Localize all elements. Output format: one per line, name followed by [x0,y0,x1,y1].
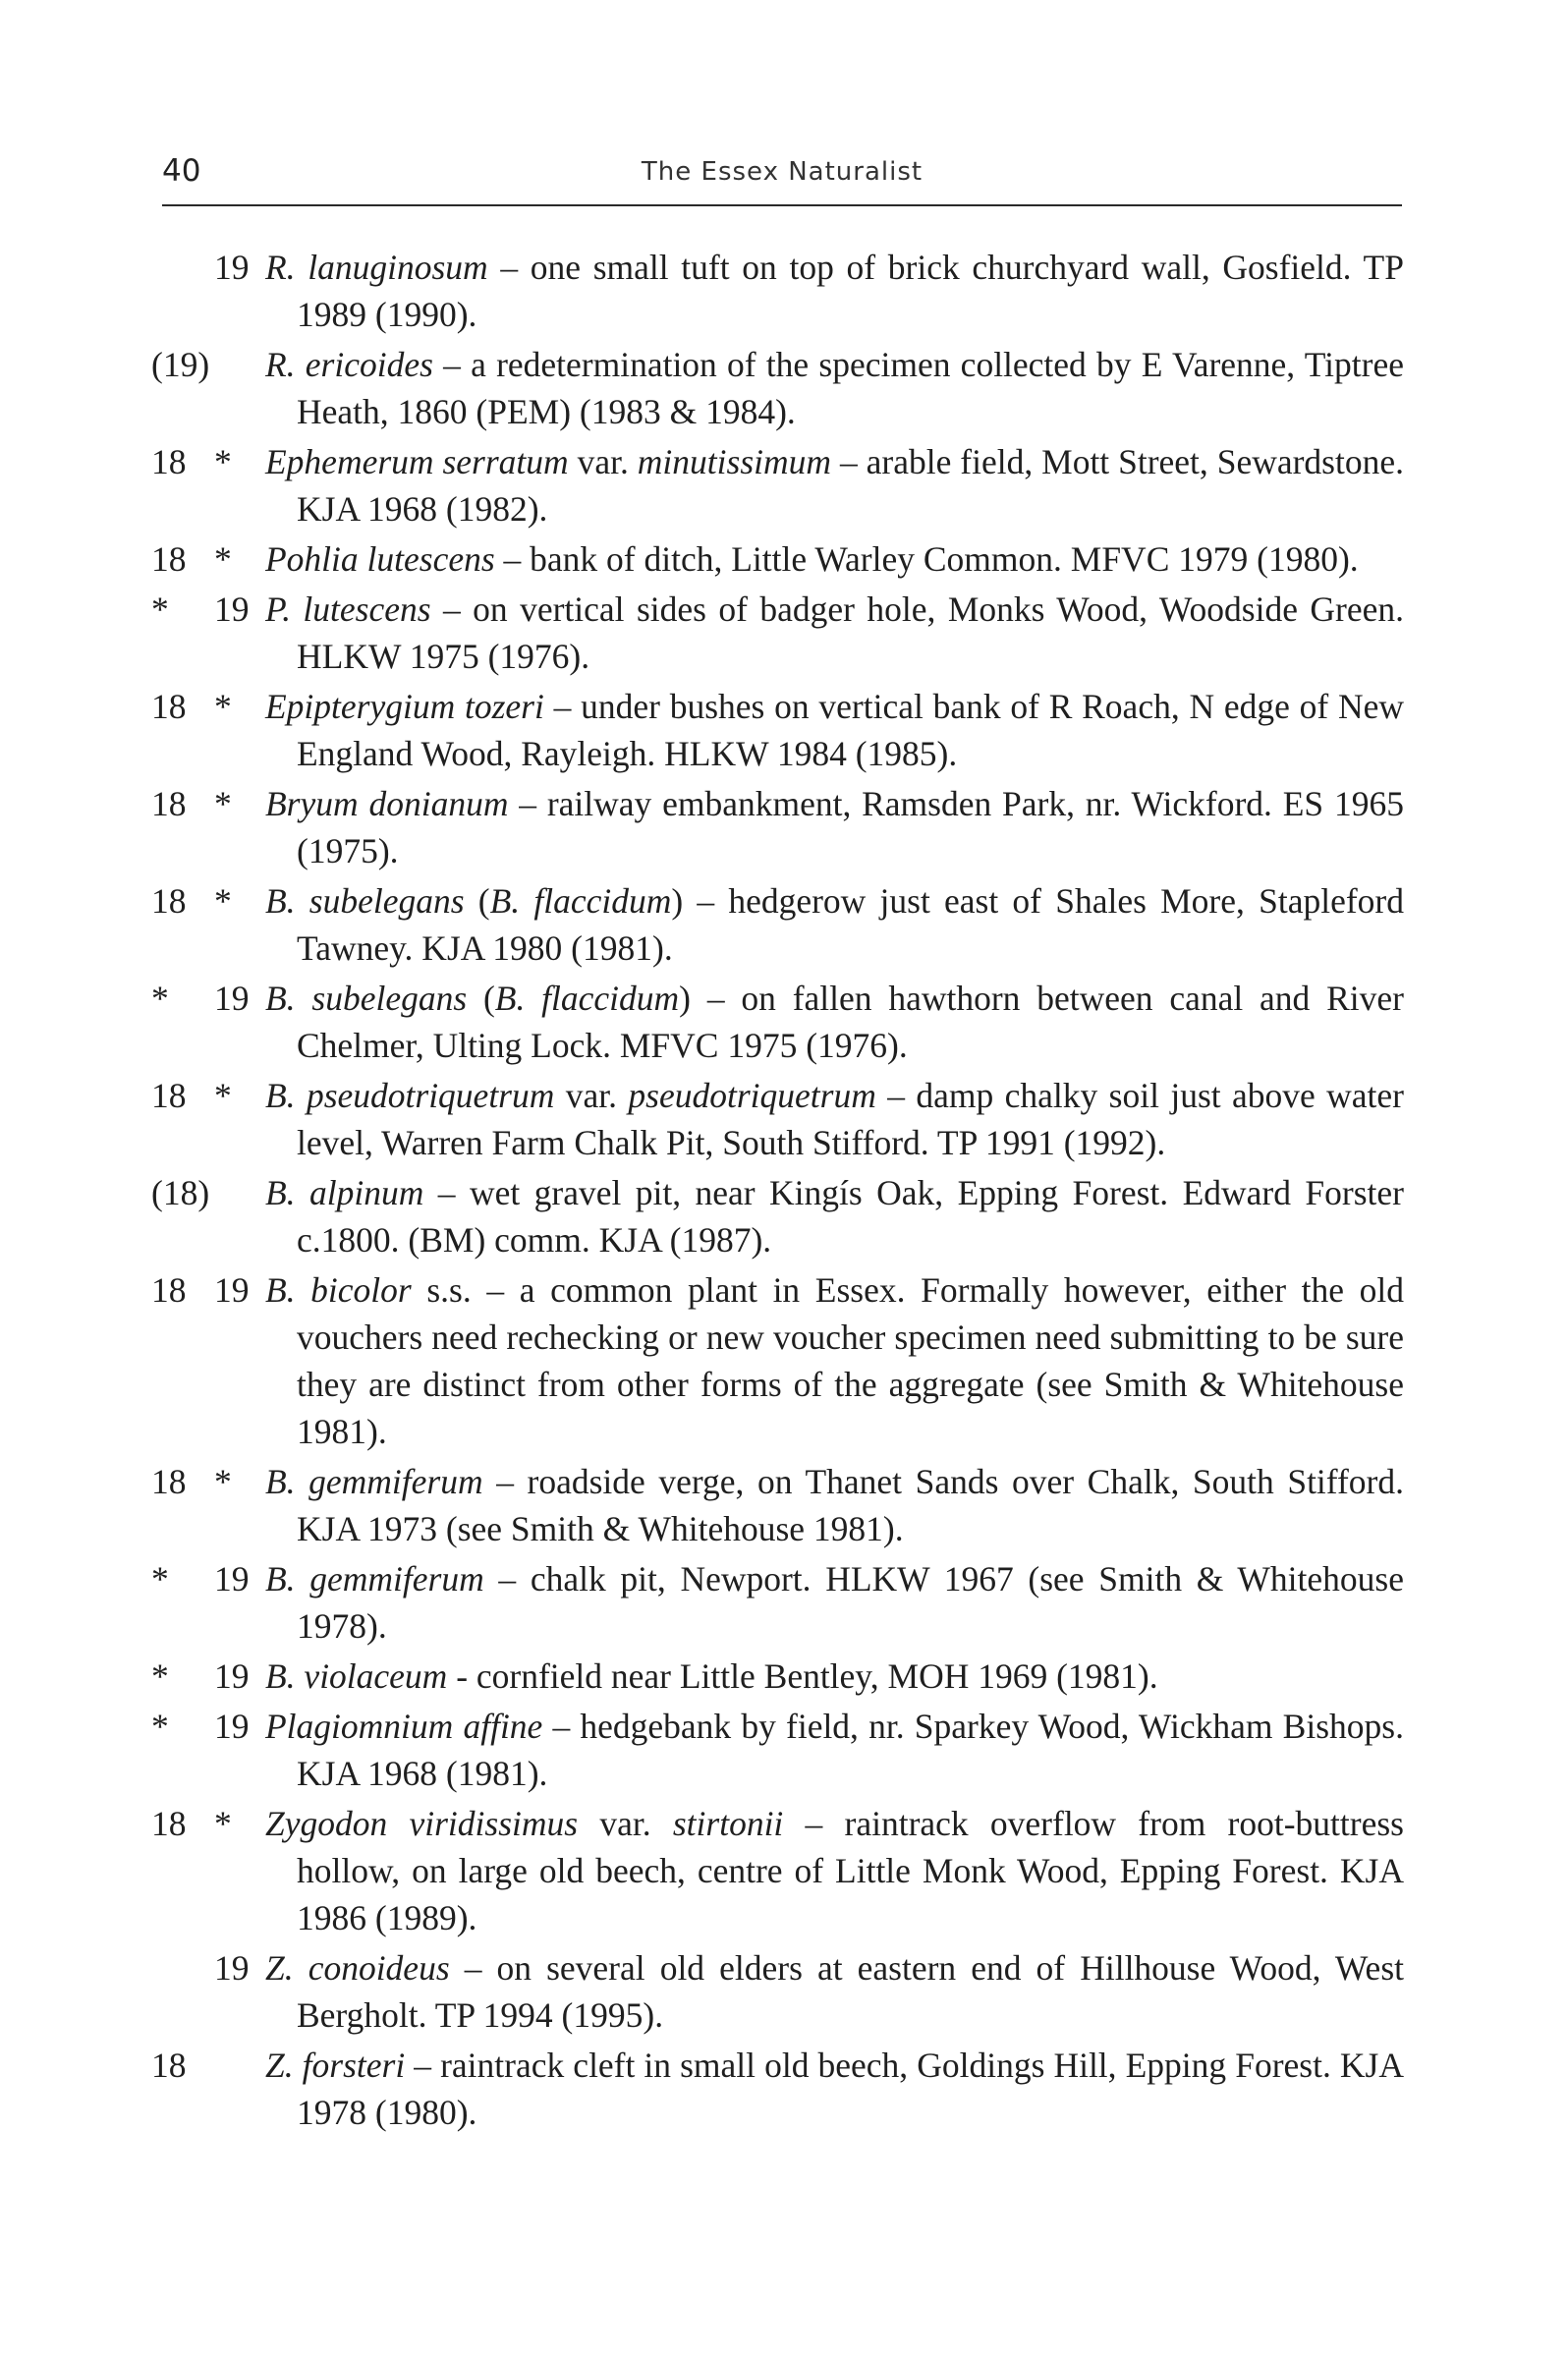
record-text [265,975,1404,1069]
record-details: – roadside verge, on Thanet Sands over Chalk, South Stifford. KJA 1973 (see Smith & Whitehouse 1981). [297,1462,1404,1548]
record-details: s.s. – a common plant in Essex. Formally however, either the old vouchers need rechecking or new voucher specimen need submitting to be sure they are distinct from other forms of the aggregate (see Smith & Whitehouse 1981). [297,1270,1404,1451]
record-details: – under bushes on vertical bank of R Roach, N edge of New England Wood, Rayleigh. HLKW 1984 (1985). [297,687,1404,773]
record-details: – chalk pit, Newport. HLKW 1967 (see Smith & Whitehouse 1978). [297,1559,1404,1646]
record-details: ( [464,881,490,921]
taxon-name: Bryum donianum [265,784,509,823]
record-status-col2: * [214,1462,232,1501]
page-number: 40 [162,153,201,189]
record-status-col2: 19 [214,248,250,287]
record-details-continued: ) – on fallen hawthorn between canal and River Chelmer, Ulting Lock. MFVC 1975 (1976). [297,979,1404,1065]
record-entry [151,1653,1404,1700]
record-entry [151,1169,1404,1263]
record-entry [151,438,1404,533]
record-text [265,244,1404,338]
record-status-col1: * [151,979,169,1018]
record-text [265,780,1404,874]
record-status-col1: 18 [151,1270,187,1310]
record-details-continued: ) – hedgerow just east of Shales More, Stapleford Tawney. KJA 1980 (1981). [297,881,1404,968]
record-status-col1: 18 [151,1462,187,1501]
record-details-continued: – raintrack overflow from root-buttress hollow, on large old beech, centre of Little Monk Wood, Epping Forest. KJA 1986 (1989). [297,1804,1404,1937]
journal-title: The Essex Naturalist [641,157,924,187]
taxon-name-secondary: B. flaccidum [494,979,680,1018]
record-text [265,877,1404,972]
record-status-col1: * [151,1707,169,1746]
record-details: var. [568,442,638,481]
record-entry [151,1266,1404,1455]
record-details: - cornfield near Little Bentley, MOH 1969 (1981). [447,1656,1158,1696]
taxon-name-secondary: pseudotriquetrum [628,1076,876,1115]
page-header [162,149,1402,206]
taxon-name: Z. conoideus [265,1948,450,1988]
record-entry [151,1703,1404,1797]
record-status-col1: (18) [151,1173,210,1212]
taxon-name: Ephemerum serratum [265,442,569,481]
record-status-col2: 19 [214,1559,250,1599]
record-text [265,1703,1404,1797]
record-status-col1: 18 [151,1076,187,1115]
record-status-col1: 18 [151,1804,187,1843]
taxon-name: B. gemmiferum [265,1462,483,1501]
record-status-col1: 18 [151,539,187,579]
taxon-name: B. alpinum [265,1173,424,1212]
record-entry [151,1458,1404,1552]
record-status-col1: * [151,1656,169,1696]
record-details: var. [554,1076,629,1115]
taxon-name: Zygodon viridissimus [265,1804,579,1843]
record-entry [151,1555,1404,1650]
taxon-name: Z. forsteri [265,2046,406,2085]
record-status-col2: * [214,442,232,481]
record-text [265,1944,1404,2039]
record-status-col1: * [151,1559,169,1599]
record-status-col2: 19 [214,979,250,1018]
record-status-col2: * [214,539,232,579]
record-entry [151,1072,1404,1166]
taxon-name: B. bicolor [265,1270,412,1310]
taxon-name-secondary: minutissimum [637,442,832,481]
record-text [265,2042,1404,2136]
taxon-name: B. subelegans [265,881,465,921]
record-status-col2: 19 [214,1656,250,1696]
record-status-col1: 18 [151,784,187,823]
record-status-col1: 18 [151,442,187,481]
record-details: – a redetermination of the specimen collected by E Varenne, Tiptree Heath, 1860 (PEM) (1983 & 1984). [297,345,1404,431]
taxon-name: R. lanuginosum [265,248,488,287]
record-text [265,1555,1404,1650]
record-text [265,683,1404,777]
record-status-col2: 19 [214,589,250,629]
record-entry [151,1944,1404,2039]
taxon-name-secondary: B. flaccidum [489,881,672,921]
record-details: – railway embankment, Ramsden Park, nr. Wickford. ES 1965 (1975). [297,784,1404,870]
record-entry [151,683,1404,777]
record-entry [151,1800,1404,1941]
record-status-marker: (19) [151,345,210,384]
record-details: – hedgebank by field, nr. Sparkey Wood, Wickham Bishops. KJA 1968 (1981). [297,1707,1404,1793]
record-details: – bank of ditch, Little Warley Common. MFVC 1979 (1980). [494,539,1359,579]
record-status-col2: * [214,784,232,823]
record-details: – on vertical sides of badger hole, Monks Wood, Woodside Green. HLKW 1975 (1976). [297,589,1404,676]
record-text [265,1169,1404,1263]
taxon-name: B. violaceum [265,1656,448,1696]
record-text [265,341,1404,435]
taxon-name: B. pseudotriquetrum [265,1076,555,1115]
record-entry [151,975,1404,1069]
record-status-col2: * [214,1076,232,1115]
taxon-name: Plagiomnium affine [265,1707,543,1746]
record-entry [151,586,1404,680]
record-status-col1: 18 [151,2046,187,2085]
record-text [265,1266,1404,1455]
taxon-name: Epipterygium tozeri [265,687,544,726]
record-status-col2: * [214,1804,232,1843]
record-details-continued: – arable field, Mott Street, Sewardstone. KJA 1968 (1982). [297,442,1404,529]
record-details: ( [467,979,495,1018]
record-status-col2: * [214,881,232,921]
record-status-col1: * [151,589,169,629]
record-entry [151,877,1404,972]
record-status-col2: 19 [214,1707,250,1746]
taxon-name: R. ericoides [265,345,433,384]
record-entry [151,2042,1404,2136]
record-details-continued: – damp chalky soil just above water level, Warren Farm Chalk Pit, South Stifford. TP 1991 (1992). [297,1076,1404,1162]
record-entry [151,244,1404,338]
record-status-col1: 18 [151,881,187,921]
record-text [265,438,1404,533]
record-text [265,1653,1404,1700]
record-status-col1: 18 [151,687,187,726]
record-entry [151,535,1404,583]
taxon-name: P. lutescens [265,589,431,629]
record-status-col2: 19 [214,1270,250,1310]
taxon-name-secondary: stirtonii [672,1804,784,1843]
record-details: – on several old elders at eastern end of Hillhouse Wood, West Bergholt. TP 1994 (1995). [297,1948,1404,2035]
record-text [265,535,1404,583]
record-details: var. [578,1804,673,1843]
record-text [265,1458,1404,1552]
taxon-name: Pohlia lutescens [265,539,495,579]
taxon-name: B. subelegans [265,979,468,1018]
species-record-list [151,244,1404,2139]
record-details: – raintrack cleft in small old beech, Goldings Hill, Epping Forest. KJA 1978 (1980). [297,2046,1404,2132]
record-status-col2: * [214,687,232,726]
record-status-col2: 19 [214,1948,250,1988]
record-details: – one small tuft on top of brick churchyard wall, Gosfield. TP 1989 (1990). [297,248,1404,334]
record-text [265,586,1404,680]
taxon-name: B. gemmiferum [265,1559,484,1599]
record-text [265,1800,1404,1941]
record-entry [151,780,1404,874]
record-entry [151,341,1404,435]
record-text [265,1072,1404,1166]
record-details: – wet gravel pit, near Kingís Oak, Epping Forest. Edward Forster c.1800. (BM) comm. KJA (1987). [297,1173,1404,1260]
